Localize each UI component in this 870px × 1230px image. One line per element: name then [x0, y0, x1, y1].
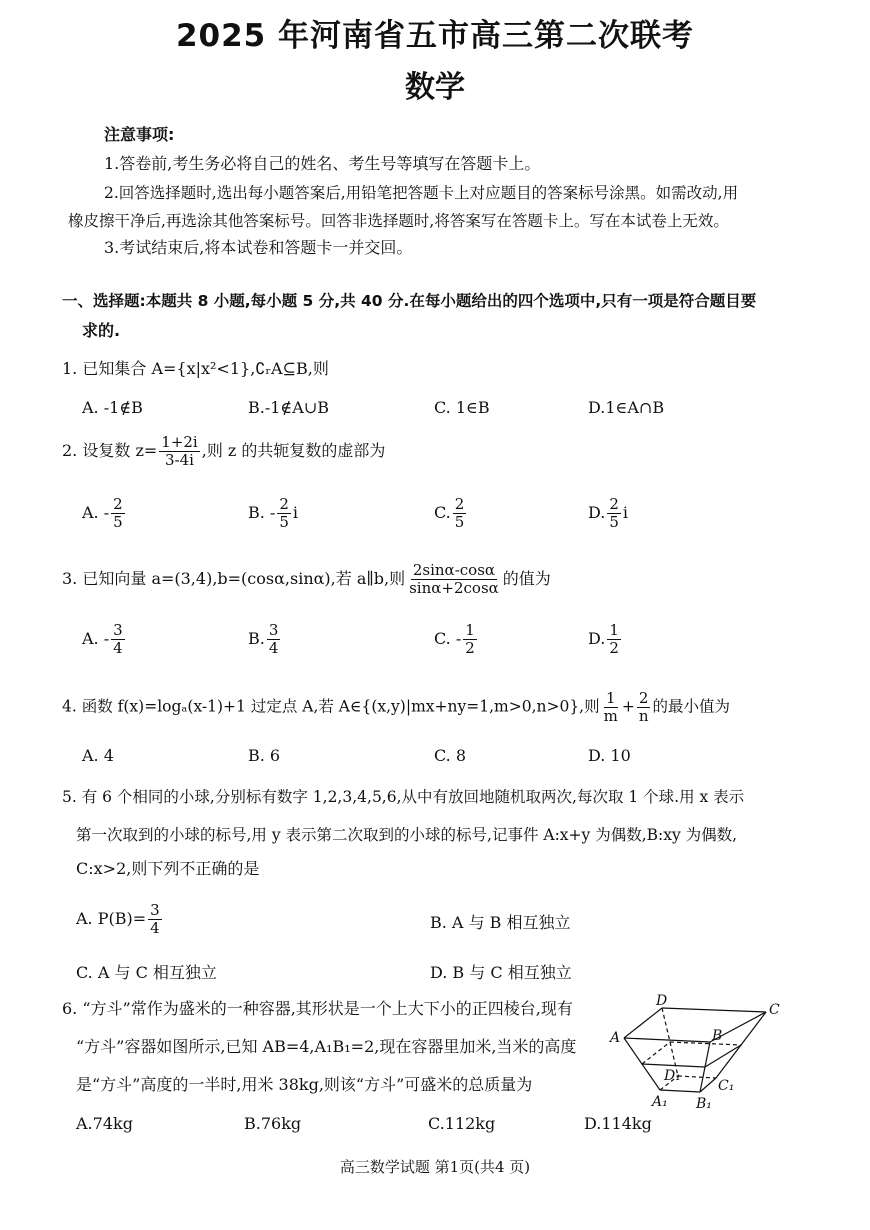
q4-option-a: A. 4 [82, 746, 114, 765]
q6-stem-1: 6. “方斗”常作为盛米的一种容器,其形状是一个上大下小的正四棱台,现有 [62, 999, 573, 1018]
q6-stem-2: “方斗”容器如图所示,已知 AB=4,A₁B₁=2,现在容器里加米,当米的高度 [76, 1037, 577, 1056]
q5-stem-2: 第一次取到的小球的标号,用 y 表示第二次取到的小球的标号,记事件 A:x+y 为偶数,B:xy 为偶数, [76, 826, 738, 844]
section-heading: 一、选择题:本题共 8 小题,每小题 5 分,共 40 分.在每小题给出的四个选项中,只有一项是符合题目要 [62, 292, 757, 310]
q4-suffix: 的最小值为 [652, 697, 731, 716]
label-b1: B₁ [696, 1096, 712, 1112]
notice-item-1: 1.答卷前,考生务必将自己的姓名、考生号等填写在答题卡上。 [104, 154, 541, 173]
q4-stem: 4. 函数 f(x)=logₐ(x-1)+1 过定点 A,若 A∈{(x,y)|mx+ny=1,m>0,n>0},则 $\frac{1}{m}$ + $\frac{2}{n}$ 的最小值为 [62, 689, 731, 725]
q3-option-a: A. - $\frac{3}{4}$ [82, 621, 123, 657]
edge-d1c1 [678, 1076, 716, 1078]
page-footer: 高三数学试题 第1页(共4 页) [339, 1158, 531, 1176]
label-d1: D₁ [664, 1068, 681, 1084]
q1-option-a: A. -1∉B [82, 398, 143, 417]
q2-option-a: A. - $\frac{2}{5}$ [82, 495, 123, 531]
q5-option-c: C. A 与 C 相互独立 [76, 963, 217, 982]
label-a1: A₁ [652, 1094, 668, 1110]
q6-option-c: C.112kg [428, 1114, 496, 1133]
rice-level-left [642, 1042, 670, 1064]
q4-option-d: D. 10 [588, 746, 631, 765]
notice-item-2: 2.回答选择题时,选出每小题答案后,用铅笔把答题卡上对应题目的答案标号涂黑。如需改动,用 [104, 184, 739, 202]
edge-ad [624, 1008, 662, 1038]
q2-den: 3-4i [165, 451, 194, 469]
q3-option-b: B. $\frac{3}{4}$ [248, 621, 279, 657]
frustum-figure [606, 994, 796, 1116]
q3-option-d: D. $\frac{1}{2}$ [588, 621, 619, 657]
edge-dc [662, 1008, 766, 1012]
q2-option-c: C. $\frac{2}{5}$ [434, 495, 465, 531]
q2-stem [62, 434, 385, 469]
q5-stem-3: C:x>2,则下列不正确的是 [76, 859, 260, 878]
subject-title: 数学 [405, 70, 465, 105]
q2-fraction [159, 434, 199, 469]
q5-option-d: D. B 与 C 相互独立 [430, 963, 572, 982]
label-d: D [656, 994, 668, 1009]
rice-level-front [642, 1064, 705, 1067]
q2-option-b: B. - $\frac{2}{5}$ i [248, 495, 299, 531]
q2-prefix: 2. 设复数 z= [62, 441, 158, 460]
q6-option-b: B.76kg [244, 1114, 302, 1133]
notice-item-2-cont: 橡皮擦干净后,再选涂其他答案标号。回答非选择题时,将答案写在答题卡上。写在本试卷上无效。 [68, 212, 729, 230]
q4-option-c: C. 8 [434, 746, 467, 765]
q1-stem: 1. 已知集合 A={x|x²<1},∁ᵣA⊆B,则 [62, 359, 329, 378]
q6-stem-3: 是“方斗”高度的一半时,用米 38kg,则该“方斗”可盛米的总质量为 [76, 1075, 533, 1094]
q3-stem [62, 562, 551, 597]
q2-suffix: ,则 z 的共轭复数的虚部为 [201, 441, 386, 460]
label-c: C [769, 1002, 780, 1018]
q6-option-a: A.74kg [76, 1114, 133, 1133]
q4-prefix: 4. 函数 f(x)=logₐ(x-1)+1 过定点 A,若 A∈{(x,y)|mx+ny=1,m>0,n>0},则 [62, 697, 600, 716]
q2-option-d: D. $\frac{2}{5}$ i [588, 495, 629, 531]
label-a: A [610, 1030, 621, 1046]
notice-heading: 注意事项: [104, 125, 175, 144]
rice-level-right [705, 1045, 741, 1067]
q5-option-b: B. A 与 B 相互独立 [430, 913, 571, 932]
q5-option-a: A. P(B)= $\frac{3}{4}$ [76, 901, 160, 937]
edge-ab [624, 1038, 710, 1042]
q5-stem-1: 5. 有 6 个相同的小球,分别标有数字 1,2,3,4,5,6,从中有放回地随机取两次,每次取 1 个球.用 x 表示 [62, 788, 745, 806]
q3-option-c: C. - $\frac{1}{2}$ [434, 621, 475, 657]
q3-prefix: 3. 已知向量 a=(3,4),b=(cosα,sinα),若 a∥b,则 [62, 569, 406, 588]
notice-item-3: 3.考试结束后,将本试卷和答题卡一并交回。 [104, 238, 413, 257]
rice-level-back [670, 1042, 741, 1045]
q4-option-b: B. 6 [248, 746, 281, 765]
q3-fraction: $\frac{2\sin\alpha-\cos\alpha}{\sin\alpha+2\cos\alpha}$ [409, 561, 499, 597]
q1-option-b: B.-1∉A∪B [248, 398, 329, 417]
label-c1: C₁ [718, 1078, 735, 1094]
q6-option-d: D.114kg [584, 1114, 652, 1133]
label-b: B [712, 1028, 723, 1044]
q1-option-c: C. 1∈B [434, 398, 490, 417]
q3-suffix: 的值为 [502, 569, 551, 588]
q2-num: 1+2i [161, 433, 198, 451]
q1-option-d: D.1∈A∩B [588, 398, 665, 417]
exam-title: 2025 年河南省五市高三第二次联考 [175, 18, 695, 54]
edge-a1b1 [660, 1090, 700, 1092]
section-heading-cont: 求的. [82, 321, 121, 340]
